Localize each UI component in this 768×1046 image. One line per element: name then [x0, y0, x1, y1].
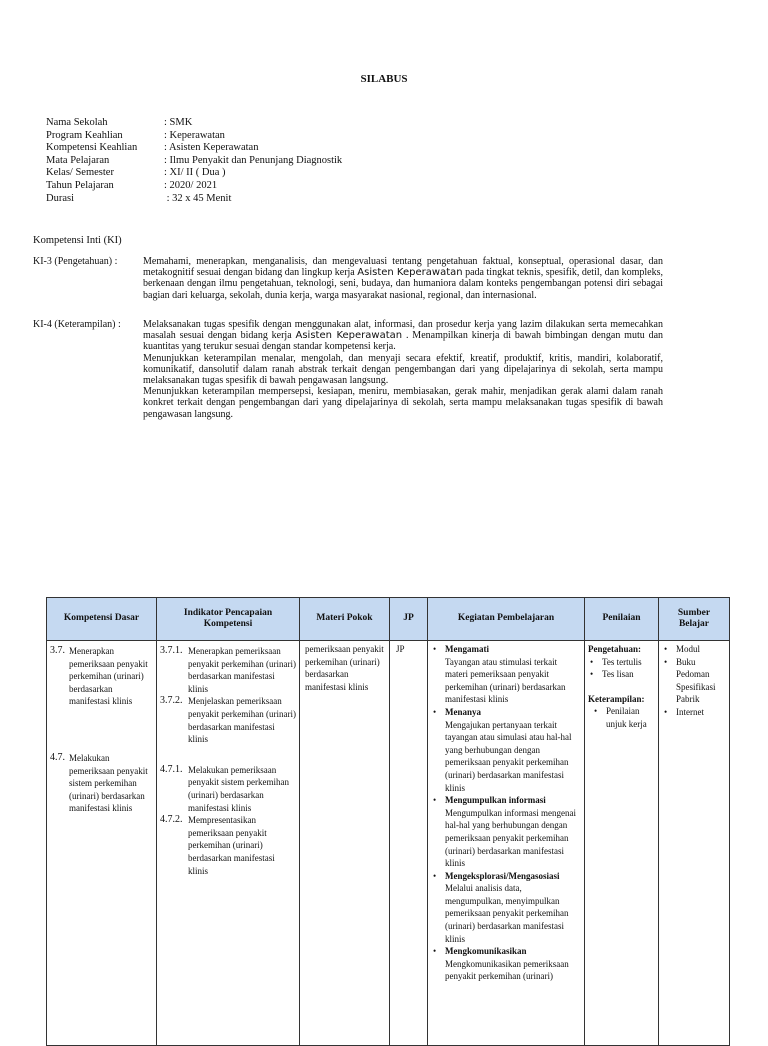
activity-name: • Mengamati: [445, 644, 489, 654]
jp-cell: [390, 641, 428, 1046]
indikator-cell: [157, 641, 300, 1046]
header-materi-pokok: Materi Pokok: [300, 598, 390, 641]
kd-number: 4.7.: [50, 751, 65, 763]
ki3-text-b: pada tingkat teknis, spesifik, detil, dan kompleks, berkenaan dengan ilmu pengetahuan, teknologi, seni, budaya, dan humaniora dalam konteks pengembangan potensi diri sebagai bagian dari keluarga, sekolah, dunia kerja, warga masyarakat nasional, regional, dan internasional.: [143, 267, 663, 301]
info-row: [46, 155, 342, 168]
header-kompetensi-dasar: Kompetensi Dasar: [47, 598, 157, 641]
kegiatan-cell: [428, 641, 585, 1046]
info-label: Nama Sekolah: [46, 117, 108, 128]
list-item: • Modul: [662, 643, 726, 656]
kd-item: [50, 645, 153, 708]
list-item: • Tes lisan: [588, 668, 655, 681]
list-item: • Internet: [662, 706, 726, 719]
activity-desc: Mengajukan pertanyaan terkait tayangan atau simulasi atau hal-hal yang berhubungan dengan pemeriksaan penyakit perkemihan (urinari) berdasarkan manifestasi klinis: [445, 719, 572, 793]
info-value: : 32 x 45 Menit: [164, 192, 232, 204]
ki3-text-a: Memahami, menerapkan, menganalisis, dan mengevaluasi tentang pengetahuan faktual, konseptual, operasional dasar, dan metakognitif sesuai dengan bidang dan lingkup kerja: [143, 256, 663, 279]
activity-name: • Mengkomunikasikan: [445, 946, 527, 957]
info-row: [46, 130, 342, 143]
ki4-label: KI-4 (Keterampilan) :: [33, 319, 121, 330]
info-value: : Asisten Keperawatan: [164, 142, 259, 154]
activity-desc: Melalui analisis data, mengumpulkan, menyimpulkan pemeriksaan penyakit perkemihan (urinari) berdasarkan manifestasi klinis: [445, 883, 569, 944]
activity-name: • Menanya: [445, 706, 481, 717]
kegiatan-list: [431, 643, 581, 983]
table-row: [47, 641, 730, 1046]
ipk-item: [160, 814, 296, 877]
pengetahuan-label: Pengetahuan:: [588, 644, 642, 654]
pengetahuan-list: [588, 656, 655, 681]
keterampilan-list: [588, 705, 655, 730]
school-info: [46, 117, 342, 205]
info-value: : 2020/ 2021: [164, 179, 218, 191]
info-row: [46, 167, 342, 180]
activity-name: • Mengumpulkan informasi: [445, 795, 546, 806]
kegiatan-item: [431, 643, 581, 706]
kd-text: Menerapkan pemeriksaan penyakit perkemihan (urinari) berdasarkan manifestasi klinis: [69, 646, 148, 707]
header-sumber-belajar: Sumber Belajar: [659, 598, 730, 641]
ki4-text-a: Melaksanakan tugas spesifik dengan menggunakan alat, informasi, dan prosedur kerja yang lazim dilakukan serta memecahkan masalah sesuai dengan bidang kerja: [143, 319, 663, 342]
activity-desc: Mengkomunikasikan pemeriksaan penyakit perkemihan (urinari): [445, 958, 569, 982]
info-value: : Ilmu Penyakit dan Penunjang Diagnostik: [164, 154, 343, 166]
sumber-list: [662, 643, 726, 719]
ki3-label: KI-3 (Pengetahuan) :: [33, 256, 118, 267]
activity-name: • Mengeksplorasi/Mengasosiasi: [445, 870, 560, 881]
materi-cell: [300, 641, 390, 1046]
info-label: Kelas/ Semester: [46, 167, 114, 179]
list-item: • Tes tertulis: [588, 656, 655, 669]
info-label: Program Keahlian: [46, 129, 123, 141]
ki4-text: [143, 319, 663, 420]
page-title: SILABUS: [360, 73, 408, 85]
ki4-paragraph-3: Menunjukkan keterampilan mempersepsi, kesiapan, meniru, membiasakan, gerak mahir, menjadikan gerak alami dalam ranah konkret terkait dengan pengembangan dari yang dipelajarinya di sekolah, serta mampu melaksanakan tugas spesifik di bawah pengawasan langsung.: [143, 386, 663, 420]
syllabus-table: [46, 597, 730, 1046]
info-label: Durasi: [46, 192, 74, 204]
kd-number: 3.7.: [50, 645, 65, 656]
activity-desc: Tayangan atau stimulasi terkait materi pemeriksaan penyakit perkemihan (urinari) berdasarkan manifestasi klinis: [445, 656, 566, 705]
kd-text: Melakukan pemeriksaan penyakit sistem perkemihan (urinari) berdasarkan manifestasi klinis: [69, 752, 148, 814]
kd-cell: [47, 641, 157, 1046]
info-row: [46, 142, 342, 155]
header-jp: JP: [390, 598, 428, 641]
ipk-text: Menerapkan pemeriksaan penyakit perkemihan (urinari) berdasarkan manifestasi klinis: [188, 646, 296, 694]
ki3-highlight: Asisten Keperawatan: [357, 267, 463, 279]
header-indikator: Indikator Pencapaian Kompetensi: [157, 598, 300, 641]
ipk-item: [160, 764, 296, 814]
ki3-text: [143, 256, 663, 301]
info-value: : XI/ II ( Dua ): [164, 167, 226, 179]
ki4-block: [33, 319, 663, 420]
header-kegiatan: Kegiatan Pembelajaran: [428, 598, 585, 641]
jp-text: JP: [396, 644, 405, 654]
info-row: [46, 117, 342, 130]
ki4-paragraph-2: Menunjukkan keterampilan menalar, mengolah, dan menyaji secara efektif, kreatif, produktif, kritis, mandiri, kolaboratif, komunikatif, dansolutif dalam ranah abstrak terkait dengan pengembangan dari yang dipelajarinya di sekolah, serta mampu melaksanakan tugas spesifik di bawah pengawasan langsung.: [143, 352, 663, 387]
ipk-text: Melakukan pemeriksaan penyakit sistem perkemihan (urinari) berdasarkan manifestasi klinis: [188, 764, 289, 813]
ipk-number: 3.7.2.: [160, 695, 183, 707]
penilaian-cell: [585, 641, 659, 1046]
kegiatan-item: [431, 945, 581, 983]
activity-desc: Mengumpulkan informasi mengenai hal-hal yang berhubungan dengan pemeriksaan penyakit perkemihan (urinari) berdasarkan manifestasi klinis: [445, 807, 576, 869]
ki4-text-b: . Menampilkan kinerja di bawah bimbingan dengan mutu dan kuantitas yang terukur sesuai dengan standar kompetensi kerja.: [143, 330, 664, 353]
kegiatan-item: [431, 870, 581, 946]
info-row: [46, 193, 342, 206]
sumber-cell: [659, 641, 730, 1046]
list-item: • Penilaian unjuk kerja: [592, 705, 655, 730]
list-item: • Buku Pedoman Spesifikasi Pabrik: [662, 656, 726, 706]
ki3-block: [33, 256, 663, 301]
ipk-text: Menjelaskan pemeriksaan penyakit perkemihan (urinari) berdasarkan manifestasi klinis: [188, 696, 296, 745]
ki4-highlight: Asisten Keperawatan: [295, 330, 403, 342]
info-label: Tahun Pelajaran: [46, 179, 114, 191]
table-header-row: [47, 598, 730, 641]
kd-item: [50, 752, 153, 815]
header-penilaian: Penilaian: [585, 598, 659, 641]
info-label: Kompetensi Keahlian: [46, 142, 138, 154]
info-value: : SMK: [164, 117, 193, 128]
ipk-text: Mempresentasikan pemeriksaan penyakit perkemihan (urinari) berdasarkan manifestasi klinis: [188, 815, 275, 876]
kegiatan-item: [431, 794, 581, 870]
keterampilan-label: Keterampilan:: [588, 693, 645, 704]
kegiatan-item: [431, 706, 581, 794]
info-value: : Keperawatan: [164, 129, 225, 141]
ipk-item: [160, 645, 296, 695]
ipk-number: 3.7.1.: [160, 645, 183, 656]
ipk-number: 4.7.1.: [160, 763, 183, 775]
ipk-number: 4.7.2.: [160, 814, 183, 826]
materi-text: pemeriksaan penyakit perkemihan (urinari) berdasarkan manifestasi klinis: [305, 644, 384, 692]
ki-heading: Kompetensi Inti (KI): [33, 235, 122, 246]
info-row: [46, 180, 342, 193]
ipk-item: [160, 695, 296, 745]
info-label: Mata Pelajaran: [46, 154, 110, 166]
